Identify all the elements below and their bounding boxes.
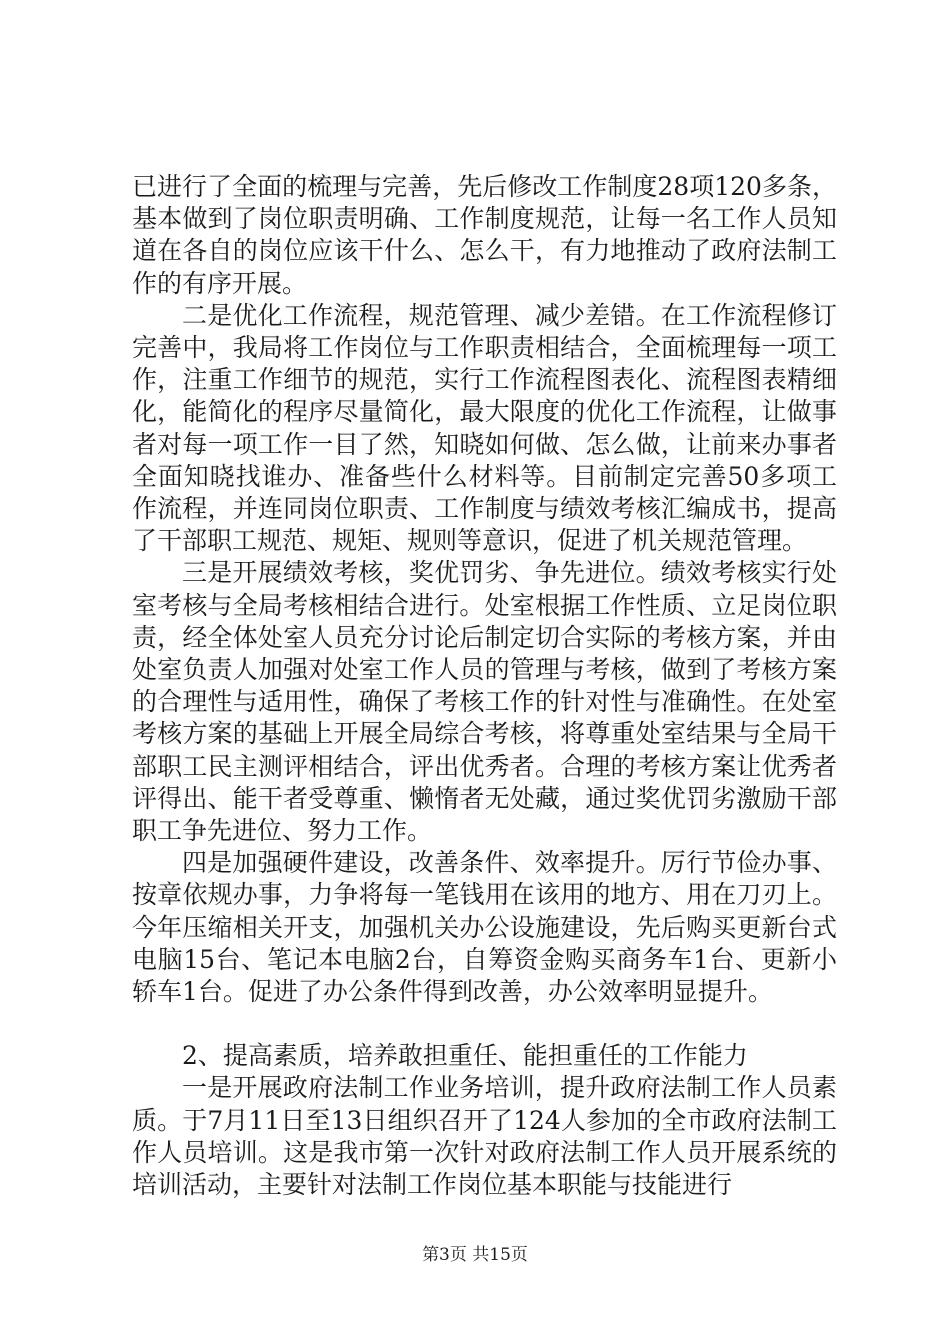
document-body: [132, 171, 837, 1201]
paragraph-performance-review: 三是开展绩效考核，奖优罚劣、争先进位。绩效考核实行处室考核与全局考核相结合进行。处室根据工作性质、立足岗位职责，经全体处室人员充分讨论后制定切合实际的考核方案，并由处室负责人加强对处室工作人员的管理与考核，做到了考核方案的合理性与适用性，确保了考核工作的针对性与准确性。在处室考核方案的基础上开展全局综合考核，将尊重处室结果与全局干部职工民主测评相结合，评出优秀者。合理的考核方案让优秀者评得出、能干者受尊重、懒惰者无处藏，通过奖优罚劣激励干部职工争先进位、努力工作。: [132, 558, 837, 846]
section-heading-improve-quality: 2、提高素质，培养敢担重任、能担重任的工作能力: [182, 1041, 748, 1071]
paragraph-optimize-workflow: 二是优化工作流程，规范管理、减少差错。在工作流程修订完善中，我局将工作岗位与工作职责相结合，全面梳理每一项工作，注重工作细节的规范，实行工作流程图表化、流程图表精细化，能简化的程序尽量简化，最大限度的优化工作流程，让做事者对每一项工作一目了然，知晓如何做、怎么做，让前来办事者全面知晓找谁办、准备些什么材料等。目前制定完善50多项工作流程，并连同岗位职责、工作制度与绩效考核汇编成书，提高了干部职工规范、规矩、规则等意识，促进了机关规范管理。: [132, 300, 837, 556]
paragraph-training: 一是开展政府法制工作业务培训，提升政府法制工作人员素质。于7月11日至13日组织召开了124人参加的全市政府法制工作人员培训。这是我市第一次针对政府法制工作人员开展系统的培训活动，主要针对法制工作岗位基本职能与技能进行: [132, 1073, 837, 1200]
paragraph-hardware-construction: 四是加强硬件建设，改善条件、效率提升。厉行节俭办事、按章依规办事，力争将每一笔钱用在该用的地方、用在刀刃上。今年压缩相关开支，加强机关办公设施建设，先后购买更新台式电脑15台、笔记本电脑2台，自筹资金购买商务车1台、更新小轿车1台。促进了办公条件得到改善，办公效率明显提升。: [132, 848, 837, 1007]
paragraph-continuation: 已进行了全面的梳理与完善，先后修改工作制度28项120多条，基本做到了岗位职责明确、工作制度规范，让每一名工作人员知道在各自的岗位应该干什么、怎么干，有力地推动了政府法制工作的有序开展。: [132, 172, 837, 298]
page-number-footer: 第3页 共15页: [422, 1245, 528, 1265]
